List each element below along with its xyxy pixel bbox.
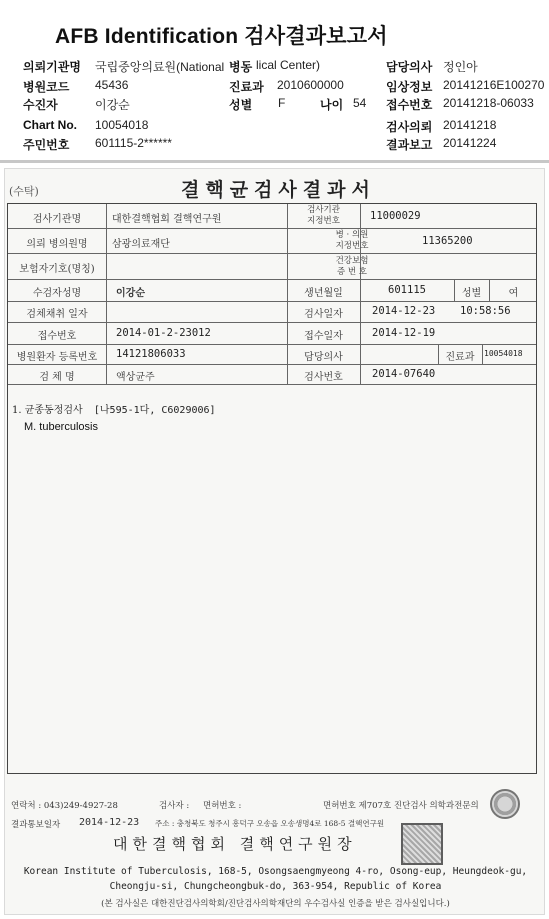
label-reg-no: 병원환자 등록번호 (16, 352, 98, 363)
clinical-label: 임상정보 (386, 80, 433, 94)
hospital-label: 의뢰기관명 (23, 60, 81, 74)
header-row-2 (0, 78, 549, 98)
row-divider (8, 364, 536, 365)
request-value: 20141218 (443, 118, 497, 132)
result-table (7, 203, 537, 774)
value-hospital-reg: 11365200 (422, 235, 473, 247)
value-test-no: 2014-07640 (372, 368, 436, 380)
dept-label: 진료과 (229, 80, 264, 94)
result-item-name: 1. 균종동정검사 (12, 405, 83, 416)
label-sex: 성별 (461, 288, 482, 299)
chart-value: 10054018 (95, 118, 149, 132)
value-patient-name: 이강순 (116, 288, 145, 299)
value-test-date: 2014-12-23 (372, 305, 436, 317)
row-divider (8, 228, 536, 229)
footer-license: 면허번호 제707호 진단검사 의학과전문의 (323, 801, 479, 811)
label-receipt-no: 접수번호 (37, 331, 77, 342)
footer-report-date-label: 결과통보일자 (11, 820, 61, 830)
address-en-line-1: Korean Institute of Tuberculosis, 168-5, Osongsaengmyeong 4-ro, Osong-eup, Heungdeok-gu, (23, 866, 528, 877)
susin-label: (수탁) (9, 185, 39, 198)
row-divider (8, 322, 536, 323)
value-birth: 601115 (388, 284, 426, 296)
label-dept: 진료과 (445, 352, 475, 363)
footer-examiner: 검사자 : (159, 801, 190, 811)
value-specimen: 액상균주 (116, 372, 155, 383)
footer-report-date: 2014-12-23 (79, 817, 140, 828)
label-birth: 생년월일 (304, 288, 343, 299)
code-value: 45436 (95, 78, 129, 92)
label-hospital-reg: 병 · 의원 지정번호 (335, 230, 369, 251)
request-label: 검사의뢰 (386, 120, 433, 134)
dept-value: 2010600000 (277, 78, 344, 92)
label-receipt-date: 접수일자 (304, 331, 343, 342)
patient-label: 수진자 (23, 98, 58, 112)
sex-value: F (278, 96, 286, 110)
header-row-1 (0, 58, 549, 78)
row-divider (8, 344, 536, 345)
result-item-code: [나595-1다, C6029006] (93, 405, 216, 416)
value-reg-no: 14121806033 (116, 348, 186, 360)
ward-value: lical Center) (256, 58, 321, 72)
value-sex: 여 (508, 288, 519, 299)
age-label: 나이 (320, 98, 344, 112)
doctor-value: 정인아 (443, 60, 478, 74)
scanned-result-form (4, 168, 545, 915)
header-row-3 (0, 96, 549, 116)
ward-label: 병동 (229, 60, 253, 74)
label-test-date: 검사일자 (304, 309, 343, 320)
receipt-label: 접수번호 (386, 98, 433, 112)
chart-label: Chart No. (23, 118, 77, 132)
footer-examiner-license: 면허번호 : (203, 801, 242, 811)
address-en-line-2: Cheongju-si, Chungcheongbuk-do, 363-954, Republic of Korea (109, 881, 442, 892)
row-divider (8, 279, 536, 280)
value-test-time: 10:58:56 (460, 305, 511, 317)
label-req-hospital: 의뢰 병의원명 (26, 239, 88, 250)
value-req-hospital: 삼광의료재단 (112, 239, 170, 250)
report-header (0, 0, 549, 162)
row-divider (8, 301, 536, 302)
institute-seal (401, 823, 443, 865)
header-row-4 (0, 118, 549, 138)
value-test-org: 대한결핵협회 결핵연구원 (112, 214, 222, 225)
institute-name-kor: 대한결핵협회 결핵연구원장 (113, 835, 357, 853)
label-doctor: 담당의사 (304, 352, 343, 363)
patient-value: 이강순 (95, 98, 130, 112)
label-insured-no: 보험자기호(명칭) (19, 264, 95, 275)
receipt-value: 20141218-06033 (443, 96, 534, 110)
code-label: 병원코드 (23, 80, 70, 94)
certification-seal (490, 789, 520, 819)
value-dept: 10054018 (484, 349, 523, 358)
result-report-label: 결과보고 (386, 138, 433, 152)
label-specimen: 검 체 명 (39, 372, 75, 383)
result-organism: M. tuberculosis (24, 421, 98, 433)
label-patient-name: 수검자성명 (32, 288, 82, 299)
label-health-ins: 건강보험 증 번 호 (335, 256, 369, 277)
row-divider (8, 384, 536, 385)
value-receipt-no: 2014-01-2-23012 (116, 327, 211, 339)
row-divider (8, 253, 536, 254)
value-test-org-reg: 11000029 (370, 210, 421, 222)
footer-address-kor: 주소 : 충청북도 청주시 흥덕구 오송읍 오송생명4로 168-5 결핵연구원 (155, 819, 385, 828)
value-receipt-date: 2014-12-19 (372, 327, 436, 339)
result-report-value: 20141224 (443, 136, 497, 150)
doctor-label: 담당의사 (386, 60, 433, 74)
result-item (12, 401, 216, 416)
col-divider (106, 204, 107, 384)
hospital-value: 국립중앙의료원(National (95, 60, 225, 74)
certification-note: (본 검사실은 대한진단검사의학회/진단검사의학재단의 우수검사실 인증을 받은 검사실입니다.) (101, 899, 450, 909)
label-test-org: 검사기관명 (32, 214, 82, 225)
sex-label: 성별 (229, 98, 253, 112)
label-test-org-reg: 검사기관 지정번호 (307, 205, 340, 226)
col-divider (482, 344, 483, 364)
footer-contact: 연락처 : 043)249-4927-28 (11, 801, 118, 811)
clinical-value: 20141216E100270 (443, 78, 545, 92)
header-divider (0, 160, 549, 163)
rrn-value: 601115-2****** (95, 136, 172, 150)
report-title: AFB Identification 검사결과보고서 (55, 25, 388, 48)
label-test-no: 검사번호 (304, 372, 343, 383)
header-row-5 (0, 136, 549, 156)
rrn-label: 주민번호 (23, 138, 70, 152)
label-collect-date: 검체채취 일자 (26, 309, 88, 320)
form-title: 결핵균검사결과서 (181, 179, 376, 201)
age-value: 54 (353, 96, 367, 110)
